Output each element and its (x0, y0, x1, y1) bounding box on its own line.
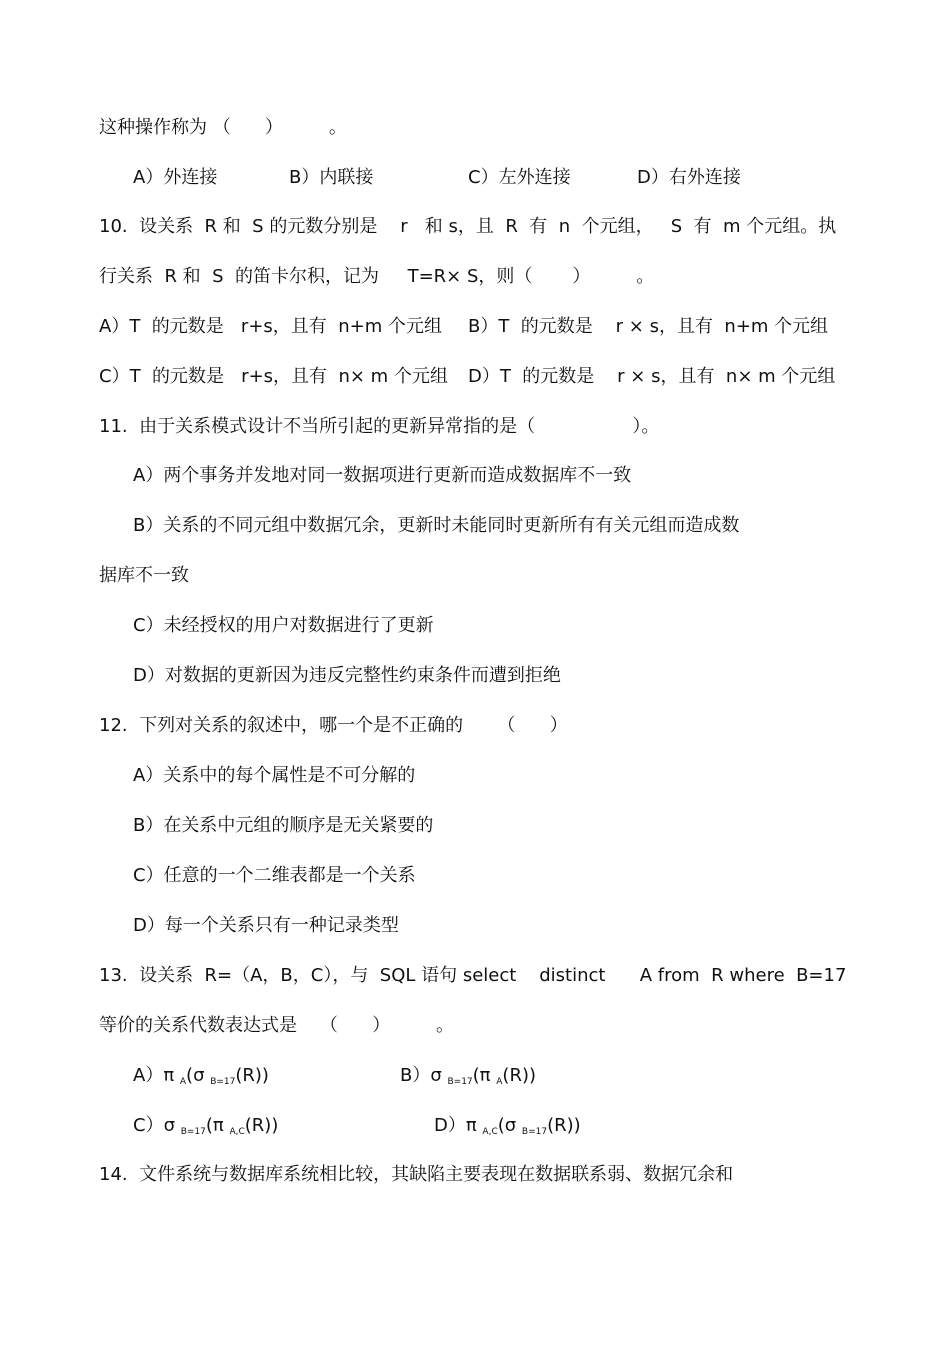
option-b: B）在关系中元组的顺序是无关紧要的 (133, 815, 434, 836)
option-b: B）σ $_{B=17}$(π $_A$(R)) (400, 1065, 536, 1087)
text-line: 这种操作称为 （ ） 。 (99, 117, 347, 138)
option-a: A）关系中的每个属性是不可分解的 (133, 765, 416, 786)
option-d: D）每一个关系只有一种记录类型 (133, 915, 399, 936)
option-d: D）T 的元数是 r × s，且有 n× m 个元组 (468, 366, 836, 387)
option-a: A）两个事务并发地对同一数据项进行更新而造成数据库不一致 (133, 465, 632, 486)
question-11: 11. 由于关系模式设计不当所引起的更新异常指的是（ ）。 (99, 416, 660, 437)
option-c: C）T 的元数是 r+s，且有 n× m 个元组 (99, 366, 448, 387)
option-a: A）外连接 (133, 167, 218, 188)
question-14: 14. 文件系统与数据库系统相比较，其缺陷主要表现在数据联系弱、数据冗余和 (99, 1164, 734, 1185)
question-10: 10. 设关系 R 和 S 的元数分别是 r 和 s，且 R 有 n 个元组， S 有 m 个元组。执 (99, 216, 837, 237)
option-d: D）右外连接 (637, 167, 741, 188)
option-c: C）未经授权的用户对数据进行了更新 (133, 615, 434, 636)
option-c: C）左外连接 (468, 167, 571, 188)
question-10-cont: 行关系 R 和 S 的笛卡尔积，记为 T=R× S，则（ ） 。 (99, 266, 655, 287)
option-a: A）T 的元数是 r+s，且有 n+m 个元组 (99, 316, 442, 337)
option-d: D）对数据的更新因为违反完整性约束条件而遭到拒绝 (133, 665, 561, 686)
option-b: B）内联接 (289, 167, 374, 188)
option-c: C）σ $_{B=17}$(π $_{A,C}$(R)) (133, 1115, 279, 1137)
question-13-cont: 等价的关系代数表达式是 （ ） 。 (99, 1015, 454, 1036)
option-b-cont: 据库不一致 (99, 565, 189, 586)
option-c: C）任意的一个二维表都是一个关系 (133, 865, 416, 886)
option-b: B）关系的不同元组中数据冗余，更新时未能同时更新所有有关元组而造成数 (133, 515, 740, 536)
option-b: B）T 的元数是 r × s，且有 n+m 个元组 (468, 316, 829, 337)
question-13: 13. 设关系 R=（A，B，C），与 SQL 语句 select distinct A from R where B=17 (99, 965, 847, 986)
option-d: D）π $_{A,C}$(σ $_{B=17}$(R)) (434, 1115, 581, 1137)
option-a: A）π $_A$(σ $_{B=17}$(R)) (133, 1065, 269, 1087)
question-12: 12. 下列对关系的叙述中，哪一个是不正确的 （ ） (99, 715, 568, 736)
